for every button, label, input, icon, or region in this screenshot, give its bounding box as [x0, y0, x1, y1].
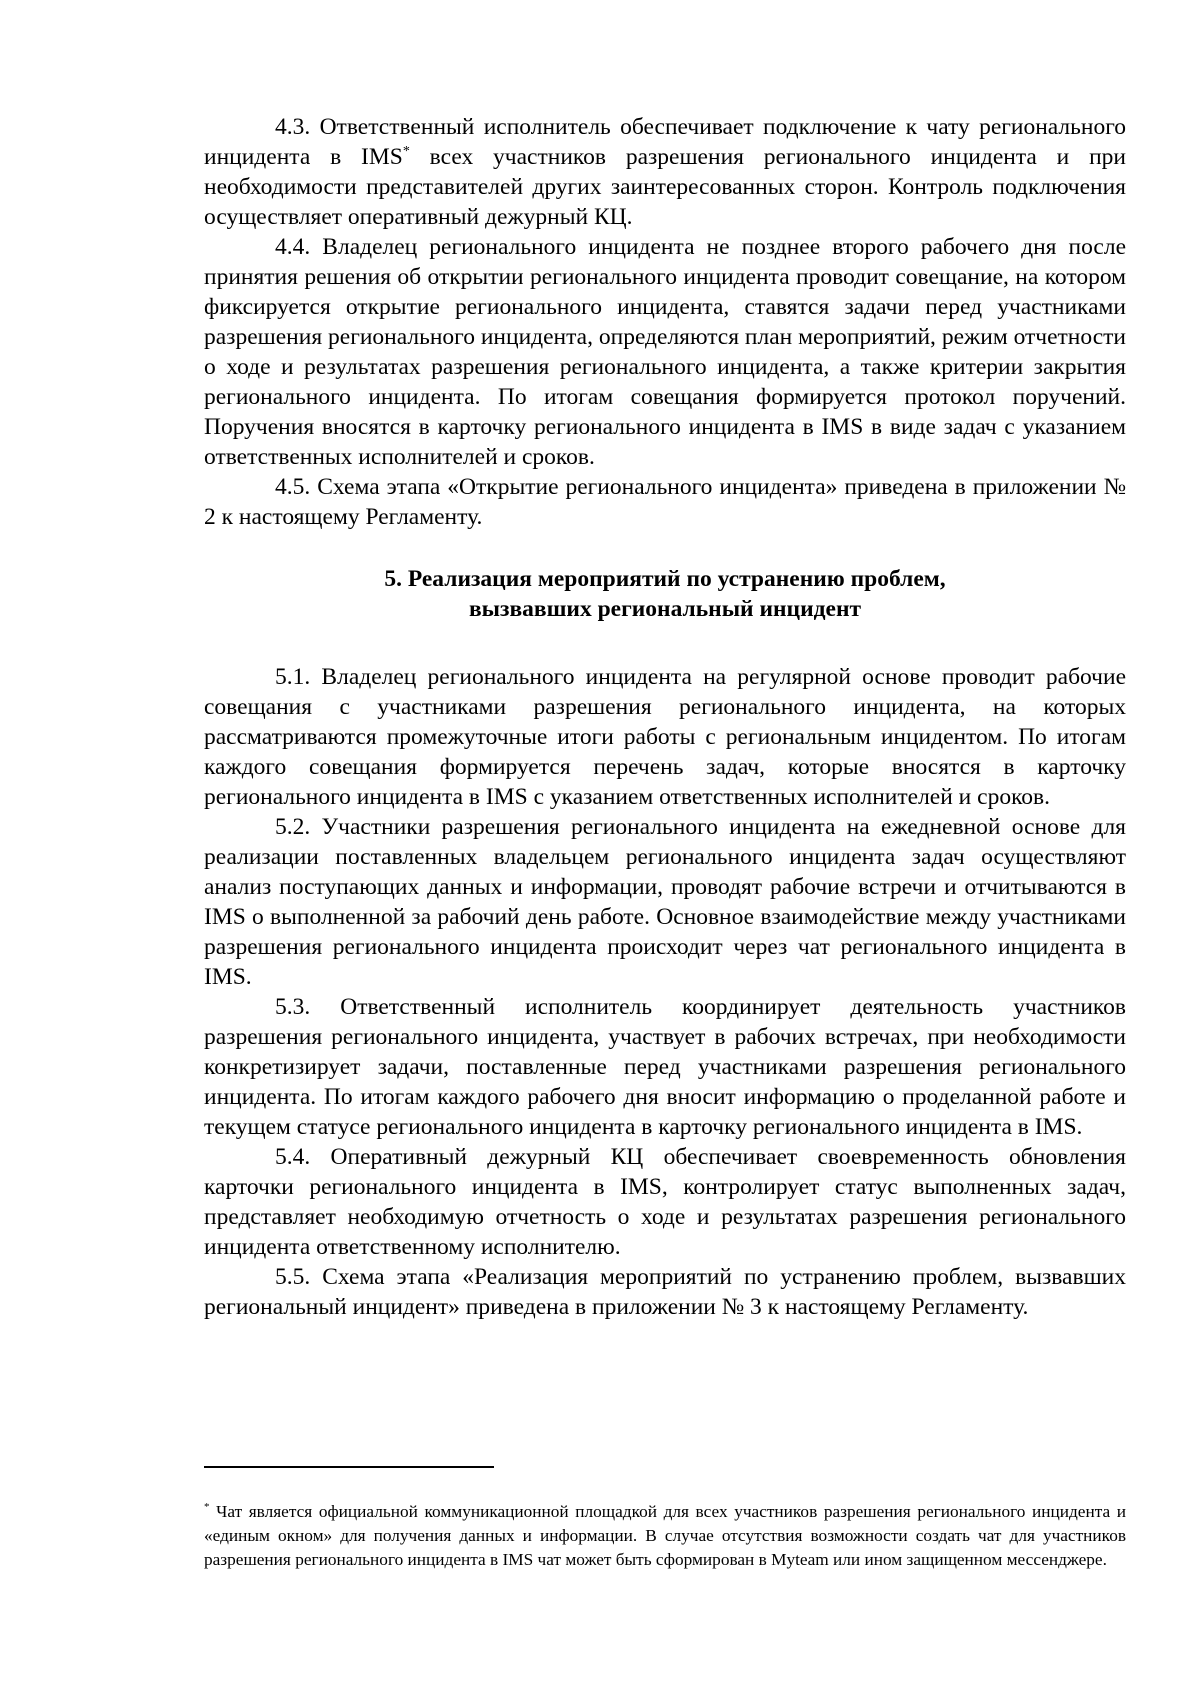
- paragraph-4-3-text-continued: всех участников разрешения регионального инцидента и при необходимости представителей других заинтересованных сторон. Контроль подключения осуществляет оперативный дежурный КЦ.: [204, 144, 1126, 230]
- footnote-mark: *: [204, 1501, 210, 1514]
- footnote-text: Чат является официальной коммуникационной площадкой для всех участников разрешения регионального инцидента и «единым окном» для получения данных и информации. В случае отсутствия возможности создать чат для участников разрешения регионального инцидента в IMS чат может быть сформирован в Myteam или ином защищенном мессенджере.: [204, 1502, 1126, 1569]
- paragraph-5-5: 5.5. Схема этапа «Реализация мероприятий по устранению проблем, вызвавших региональный инцидент» приведена в приложении № 3 к настоящему Регламенту.: [204, 1264, 1126, 1320]
- paragraph-5-3: 5.3. Ответственный исполнитель координирует деятельность участников разрешения регионального инцидента, участвует в рабочих встречах, при необходимости конкретизирует задачи, поставленные перед участниками разрешения регионального инцидента. По итогам каждого рабочего дня вносит информацию о проделанной работе и текущем статусе регионального инцидента в карточку регионального инцидента в IMS.: [204, 994, 1126, 1140]
- section-5-heading-line-1: 5. Реализация мероприятий по устранению проблем,: [384, 566, 946, 592]
- document-page: [204, 112, 1126, 1322]
- paragraph-5-4: 5.4. Оперативный дежурный КЦ обеспечивает своевременность обновления карточки регионального инцидента в IMS, контролирует статус выполненных задач, представляет необходимую отчетность о ходе и результатах разрешения регионального инцидента ответственному исполнителю.: [204, 1144, 1126, 1260]
- paragraph-4-4: 4.4. Владелец регионального инцидента не позднее второго рабочего дня после принятия решения об открытии регионального инцидента проводит совещание, на котором фиксируется открытие регионального инцидента, ставятся задачи перед участниками разрешения регионального инцидента, определяются план мероприятий, режим отчетности о ходе и результатах разрешения регионального инцидента, а также критерии закрытия регионального инцидента. По итогам совещания формируется протокол поручений. Поручения вносятся в карточку регионального инцидента в IMS в виде задач с указанием ответственных исполнителей и сроков.: [204, 234, 1126, 470]
- paragraph-5-1: 5.1. Владелец регионального инцидента на регулярной основе проводит рабочие совещания с участниками разрешения регионального инцидента, на которых рассматриваются промежуточные итоги работы с региональным инцидентом. По итогам каждого совещания формируется перечень задач, которые вносятся в карточку регионального инцидента в IMS с указанием ответственных исполнителей и сроков.: [204, 664, 1126, 810]
- footnote-reference-mark[interactable]: *: [402, 144, 410, 160]
- footnote: [204, 1500, 1126, 1572]
- paragraph-4-3: [204, 112, 1126, 232]
- paragraph-4-5: 4.5. Схема этапа «Открытие регионального инцидента» приведена в приложении № 2 к настоящему Регламенту.: [204, 474, 1126, 530]
- section-5-heading: [204, 564, 1126, 624]
- paragraph-5-2: 5.2. Участники разрешения регионального инцидента на ежедневной основе для реализации поставленных владельцем регионального инцидента задач осуществляют анализ поступающих данных и информации, проводят рабочие встречи и отчитываются в IMS о выполненной за рабочий день работе. Основное взаимодействие между участниками разрешения регионального инцидента происходит через чат регионального инцидента в IMS.: [204, 814, 1126, 990]
- footnote-separator: [204, 1466, 494, 1468]
- section-5-heading-line-2: вызвавших региональный инцидент: [468, 596, 862, 622]
- paragraph-4-3-text: 4.3. Ответственный исполнитель обеспечивает подключение к чату регионального инцидента в IMS: [204, 114, 1126, 170]
